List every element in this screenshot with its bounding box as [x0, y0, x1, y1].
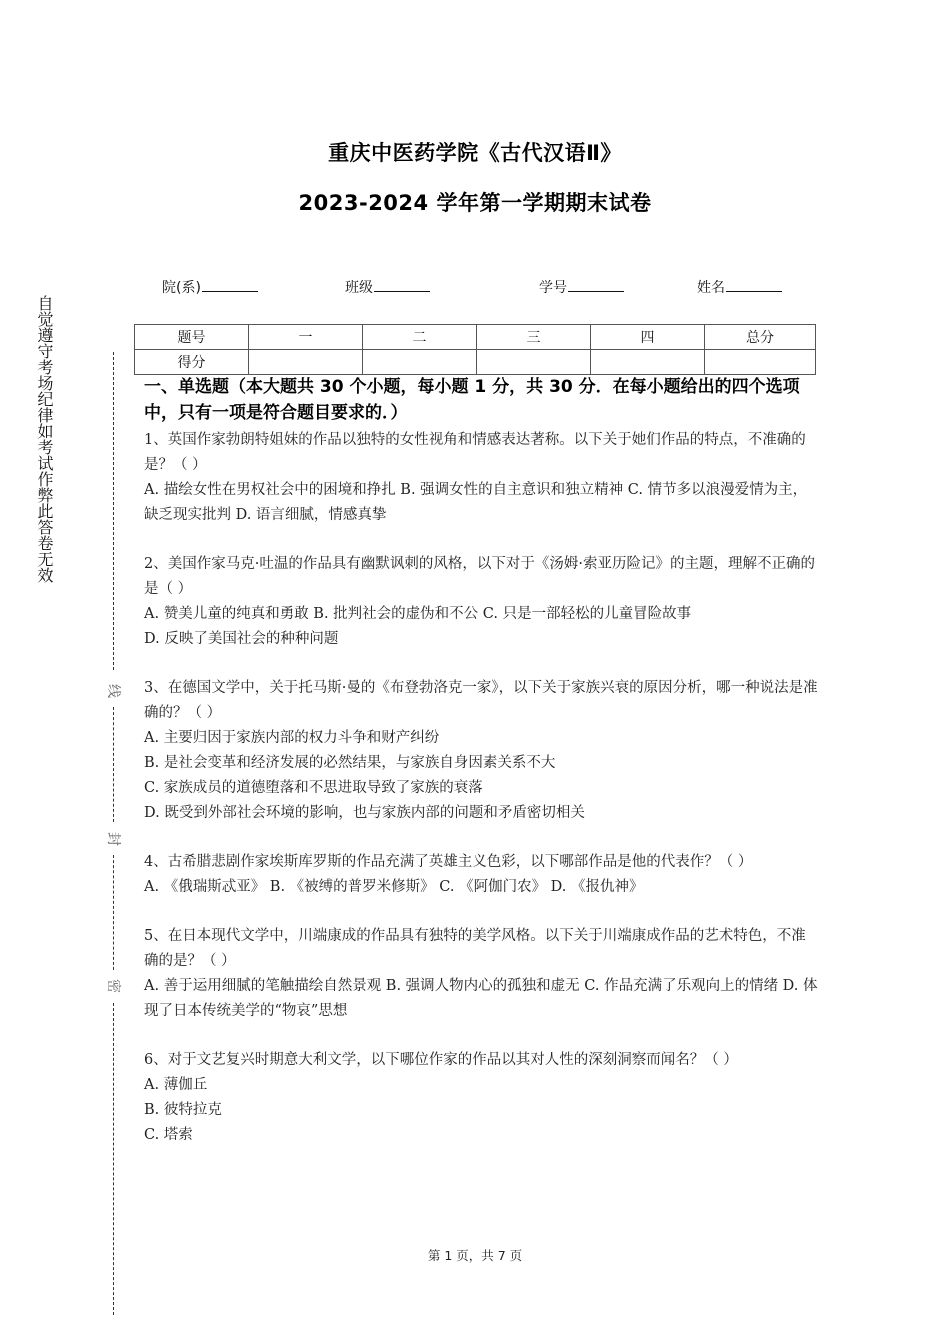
student-id-blank[interactable] — [568, 276, 624, 292]
question-option-b: B. 是社会变革和经济发展的必然结果，与家族自身因素关系不大 — [144, 755, 556, 771]
name-field[interactable] — [697, 276, 782, 297]
question-6 — [144, 1048, 820, 1148]
question-option-a: A. 薄伽丘 — [144, 1077, 208, 1093]
question-stem: 4、古希腊悲剧作家埃斯库罗斯的作品充满了英雄主义色彩，以下哪部作品是他的代表作？（ ） — [144, 854, 753, 870]
class-label: 班级 — [345, 280, 373, 296]
header-cell-total: 总分 — [705, 325, 816, 350]
question-option-c: C. 家族成员的道德堕落和不思进取导致了家族的衰落 — [144, 780, 483, 796]
binding-dashed-line — [113, 855, 114, 970]
question-5 — [144, 924, 820, 1024]
question-2 — [144, 552, 820, 652]
question-option-a: A. 主要归因于家族内部的权力斗争和财产纠纷 — [144, 730, 440, 746]
question-stem: 1、英国作家勃朗特姐妹的作品以独特的女性视角和情感表达著称。以下关于她们作品的特点，不准确的是？（ ） — [144, 432, 806, 473]
section-heading: 一、单选题（本大题共 30 个小题，每小题 1 分，共 30 分．在每小题给出的四个选项中，只有一项是符合题目要求的．） — [144, 377, 800, 423]
question-3 — [144, 676, 820, 826]
header-cell-question-no: 题号 — [135, 325, 249, 350]
question-stem: 5、在日本现代文学中，川端康成的作品具有独特的美学风格。以下关于川端康成作品的艺术特色，不准确的是？（ ） — [144, 928, 806, 969]
department-label: 院(系) — [162, 280, 201, 296]
score-cell-total[interactable] — [705, 350, 816, 375]
name-blank[interactable] — [726, 276, 782, 292]
margin-mark-sealed: 密 — [105, 979, 121, 993]
class-blank[interactable] — [374, 276, 430, 292]
header-cell-3: 三 — [477, 325, 591, 350]
question-section — [144, 374, 820, 1148]
question-options: A. 赞美儿童的纯真和勇敢 B. 批判社会的虚伪和不公 C. 只是一部轻松的儿童冒险故事 — [144, 606, 692, 622]
header-cell-1: 一 — [249, 325, 363, 350]
score-cell-3[interactable] — [477, 350, 591, 375]
binding-dashed-line — [113, 352, 114, 670]
score-table — [134, 324, 816, 375]
department-field[interactable] — [162, 276, 258, 297]
score-table-score-row — [135, 350, 816, 375]
header-cell-4: 四 — [591, 325, 705, 350]
question-4 — [144, 850, 820, 900]
question-options: A. 《俄瑞斯忒亚》 B. 《被缚的普罗米修斯》 C. 《阿伽门农》 D. 《报仇神》 — [144, 879, 644, 895]
class-field[interactable] — [345, 276, 430, 297]
question-option-d: D. 反映了美国社会的种种问题 — [144, 631, 339, 647]
question-options: A. 善于运用细腻的笔触描绘自然景观 B. 强调人物内心的孤独和虚无 C. 作品充满了乐观向上的情绪 D. 体现了日本传统美学的“物哀”思想 — [144, 978, 818, 1019]
score-cell-4[interactable] — [591, 350, 705, 375]
question-stem: 6、对于文艺复兴时期意大利文学，以下哪位作家的作品以其对人性的深刻洞察而闻名？（ ） — [144, 1052, 738, 1068]
question-option-c: C. 塔索 — [144, 1127, 193, 1143]
question-option-b: B. 彼特拉克 — [144, 1102, 222, 1118]
question-options: A. 描绘女性在男权社会中的困境和挣扎 B. 强调女性的自主意识和独立精神 C. 情节多以浪漫爱情为主，缺乏现实批判 D. 语言细腻，情感真挚 — [144, 482, 808, 523]
side-notice: 自觉遵守考场纪律如考试作弊此答卷无效 — [35, 295, 54, 583]
name-label: 姓名 — [697, 280, 725, 296]
header-cell-2: 二 — [363, 325, 477, 350]
page-number: 第 1 页，共 7 页 — [427, 1248, 523, 1263]
exam-title-line2: 2023-2024 学年第一学期期末试卷 — [298, 191, 652, 215]
question-option-d: D. 既受到外部社会环境的影响，也与家族内部的问题和矛盾密切相关 — [144, 805, 585, 821]
score-table-header-row — [135, 325, 816, 350]
student-id-field[interactable] — [539, 276, 624, 297]
question-stem: 3、在德国文学中，关于托马斯·曼的《布登勃洛克一家》，以下关于家族兴衰的原因分析，哪一种说法是准确的？（ ） — [144, 680, 818, 721]
binding-dashed-line — [113, 707, 114, 822]
score-cell-2[interactable] — [363, 350, 477, 375]
row-label-score: 得分 — [135, 350, 249, 375]
binding-dashed-line — [113, 1003, 114, 1315]
department-blank[interactable] — [202, 276, 258, 292]
question-1 — [144, 428, 820, 528]
student-id-label: 学号 — [539, 280, 567, 296]
exam-title-line1: 重庆中医药学院《古代汉语Ⅱ》 — [328, 141, 622, 165]
margin-mark-seal: 封 — [105, 832, 121, 846]
margin-mark-line: 线 — [105, 684, 121, 698]
score-cell-1[interactable] — [249, 350, 363, 375]
student-info-row — [0, 276, 950, 298]
question-stem: 2、美国作家马克·吐温的作品具有幽默讽刺的风格，以下对于《汤姆·索亚历险记》的主题，理解不正确的是（ ） — [144, 556, 815, 597]
